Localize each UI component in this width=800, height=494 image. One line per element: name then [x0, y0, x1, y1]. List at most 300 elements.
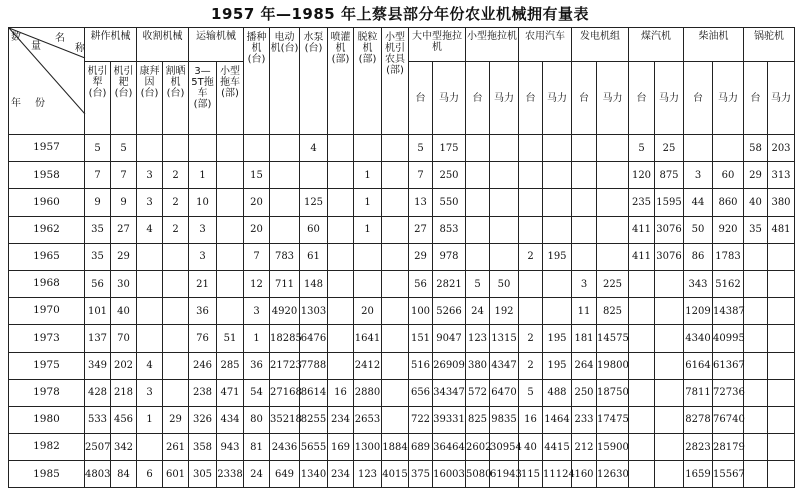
value-cell: 1659 — [684, 461, 713, 488]
value-cell: 9047 — [433, 325, 466, 352]
value-cell — [137, 270, 163, 297]
value-cell: 4 — [137, 216, 163, 243]
value-cell: 8614 — [300, 379, 328, 406]
table-row — [9, 325, 795, 352]
value-cell: 34347 — [433, 379, 466, 406]
value-cell — [597, 243, 629, 270]
table-row — [9, 298, 795, 325]
value-cell: 11 — [572, 298, 597, 325]
value-cell: 30954 — [490, 434, 519, 461]
year-cell: 1965 — [9, 243, 85, 270]
value-cell: 2 — [519, 243, 543, 270]
value-cell — [572, 135, 597, 162]
year-cell: 1957 — [9, 135, 85, 162]
table-row — [9, 243, 795, 270]
value-cell: 233 — [572, 406, 597, 433]
value-cell: 5162 — [713, 270, 744, 297]
table-row — [9, 406, 795, 433]
value-cell: 2 — [163, 216, 189, 243]
value-cell — [629, 270, 655, 297]
machinery-table — [8, 27, 795, 488]
table-row — [9, 434, 795, 461]
value-cell — [137, 243, 163, 270]
value-cell — [328, 270, 354, 297]
value-cell: 9 — [111, 189, 137, 216]
value-cell — [300, 162, 328, 189]
value-cell: 978 — [433, 243, 466, 270]
year-cell: 1985 — [9, 461, 85, 488]
value-cell: 358 — [189, 434, 217, 461]
year-cell: 1973 — [9, 325, 85, 352]
value-cell: 572 — [466, 379, 490, 406]
value-cell: 235 — [629, 189, 655, 216]
corner-label-fen: 份 — [35, 98, 45, 109]
value-cell: 481 — [768, 216, 795, 243]
value-cell — [543, 270, 572, 297]
value-cell — [572, 243, 597, 270]
value-cell: 6470 — [490, 379, 519, 406]
value-cell: 456 — [111, 406, 137, 433]
value-cell: 3 — [189, 243, 217, 270]
value-cell: 160 — [572, 461, 597, 488]
value-cell: 175 — [433, 135, 466, 162]
value-cell — [328, 216, 354, 243]
value-cell: 225 — [597, 270, 629, 297]
header-bozhong: 播种机(台) — [244, 28, 270, 135]
value-cell: 20 — [244, 189, 270, 216]
value-cell: 875 — [655, 162, 684, 189]
year-cell: 1968 — [9, 270, 85, 297]
unit-mali: 马力 — [655, 62, 684, 135]
value-cell: 61367 — [713, 352, 744, 379]
year-cell: 1978 — [9, 379, 85, 406]
value-cell — [519, 270, 543, 297]
value-cell: 137 — [85, 325, 111, 352]
value-cell — [137, 298, 163, 325]
value-cell: 203 — [768, 135, 795, 162]
value-cell — [163, 298, 189, 325]
value-cell — [744, 406, 768, 433]
value-cell: 40 — [519, 434, 543, 461]
value-cell: 7 — [244, 243, 270, 270]
value-cell: 343 — [684, 270, 713, 297]
value-cell: 601 — [163, 461, 189, 488]
value-cell — [744, 461, 768, 488]
value-cell: 1 — [354, 189, 382, 216]
value-cell: 411 — [629, 243, 655, 270]
unit-mali: 马力 — [713, 62, 744, 135]
value-cell — [270, 216, 300, 243]
table-row — [9, 189, 795, 216]
value-cell: 3 — [572, 270, 597, 297]
value-cell: 4415 — [543, 434, 572, 461]
value-cell — [629, 461, 655, 488]
value-cell: 2821 — [433, 270, 466, 297]
value-cell: 76 — [189, 325, 217, 352]
value-cell — [597, 162, 629, 189]
value-cell: 29 — [744, 162, 768, 189]
value-cell: 27 — [111, 216, 137, 243]
value-cell: 2412 — [354, 352, 382, 379]
group-header-yunshu: 运输机械 — [189, 28, 244, 62]
value-cell — [543, 216, 572, 243]
value-cell — [543, 298, 572, 325]
value-cell: 261 — [163, 434, 189, 461]
value-cell: 7788 — [300, 352, 328, 379]
value-cell: 14387 — [713, 298, 744, 325]
group-header-fadian: 发电机组 — [572, 28, 629, 62]
header-geshaiji: 割晒机(台) — [163, 62, 189, 135]
value-cell: 60 — [300, 216, 328, 243]
value-cell — [768, 461, 795, 488]
unit-tai: 台 — [572, 62, 597, 135]
value-cell: 17475 — [597, 406, 629, 433]
value-cell: 15 — [244, 162, 270, 189]
value-cell — [768, 325, 795, 352]
value-cell — [328, 162, 354, 189]
value-cell — [270, 189, 300, 216]
value-cell: 26909 — [433, 352, 466, 379]
value-cell: 61943 — [490, 461, 519, 488]
value-cell: 40995 — [713, 325, 744, 352]
value-cell: 16 — [328, 379, 354, 406]
value-cell: 4340 — [684, 325, 713, 352]
value-cell: 24 — [466, 298, 490, 325]
value-cell — [466, 135, 490, 162]
value-cell: 29 — [163, 406, 189, 433]
unit-tai: 台 — [519, 62, 543, 135]
value-cell — [466, 216, 490, 243]
value-cell: 533 — [85, 406, 111, 433]
corner-label-shu: 数 — [11, 32, 21, 43]
group-header-gengzuo: 耕作机械 — [85, 28, 137, 62]
value-cell — [768, 270, 795, 297]
value-cell: 72736 — [713, 379, 744, 406]
value-cell: 6164 — [684, 352, 713, 379]
value-cell: 84 — [111, 461, 137, 488]
group-header-qiche: 农用汽车 — [519, 28, 572, 62]
value-cell: 326 — [189, 406, 217, 433]
corner-label-nian: 年 — [11, 98, 21, 109]
unit-tai: 台 — [466, 62, 490, 135]
value-cell — [382, 162, 409, 189]
value-cell: 13 — [409, 189, 433, 216]
value-cell: 70 — [111, 325, 137, 352]
value-cell: 125 — [300, 189, 328, 216]
value-cell: 20 — [354, 298, 382, 325]
value-cell: 50 — [490, 270, 519, 297]
header-diandong: 电动机(台) — [270, 28, 300, 135]
value-cell: 2 — [519, 352, 543, 379]
value-cell: 7 — [85, 162, 111, 189]
value-cell: 8278 — [684, 406, 713, 433]
value-cell: 7 — [111, 162, 137, 189]
year-cell: 1975 — [9, 352, 85, 379]
corner-label-ming: 名 — [55, 33, 65, 44]
value-cell: 81 — [244, 434, 270, 461]
table-row — [9, 162, 795, 189]
value-cell: 195 — [543, 325, 572, 352]
value-cell: 3 — [137, 189, 163, 216]
value-cell: 12630 — [597, 461, 629, 488]
value-cell: 18750 — [597, 379, 629, 406]
value-cell — [163, 135, 189, 162]
value-cell — [217, 216, 244, 243]
value-cell: 10 — [189, 189, 217, 216]
value-cell — [572, 162, 597, 189]
corner-header — [9, 28, 85, 135]
value-cell: 825 — [597, 298, 629, 325]
value-cell: 35 — [85, 243, 111, 270]
value-cell: 169 — [328, 434, 354, 461]
value-cell: 434 — [217, 406, 244, 433]
header-jiyinli: 机引犁(台) — [85, 62, 111, 135]
value-cell: 1641 — [354, 325, 382, 352]
value-cell — [629, 352, 655, 379]
value-cell — [382, 243, 409, 270]
value-cell — [490, 243, 519, 270]
value-cell: 3 — [244, 298, 270, 325]
year-cell: 1960 — [9, 189, 85, 216]
value-cell — [217, 298, 244, 325]
value-cell — [572, 189, 597, 216]
value-cell — [597, 135, 629, 162]
value-cell — [629, 379, 655, 406]
value-cell: 2823 — [684, 434, 713, 461]
value-cell — [519, 189, 543, 216]
value-cell: 100 — [409, 298, 433, 325]
value-cell — [655, 298, 684, 325]
value-cell: 24 — [244, 461, 270, 488]
value-cell — [328, 352, 354, 379]
table-row — [9, 216, 795, 243]
value-cell — [744, 270, 768, 297]
value-cell — [382, 379, 409, 406]
value-cell: 5 — [409, 135, 433, 162]
value-cell: 234 — [328, 406, 354, 433]
value-cell: 1209 — [684, 298, 713, 325]
value-cell — [655, 325, 684, 352]
value-cell: 151 — [409, 325, 433, 352]
unit-mali: 马力 — [433, 62, 466, 135]
value-cell — [543, 162, 572, 189]
value-cell: 5 — [519, 379, 543, 406]
value-cell — [382, 135, 409, 162]
value-cell: 5266 — [433, 298, 466, 325]
group-header-guolu: 锅驼机 — [744, 28, 795, 62]
value-cell: 342 — [111, 434, 137, 461]
value-cell — [768, 298, 795, 325]
value-cell — [655, 379, 684, 406]
header-kangbaiyin: 康拜因(台) — [137, 62, 163, 135]
value-cell — [768, 379, 795, 406]
value-cell: 1315 — [490, 325, 519, 352]
value-cell: 192 — [490, 298, 519, 325]
value-cell: 6476 — [300, 325, 328, 352]
value-cell — [768, 352, 795, 379]
value-cell — [655, 461, 684, 488]
value-cell — [684, 135, 713, 162]
value-cell — [490, 135, 519, 162]
value-cell: 943 — [217, 434, 244, 461]
value-cell: 1340 — [300, 461, 328, 488]
value-cell: 722 — [409, 406, 433, 433]
value-cell — [163, 352, 189, 379]
value-cell: 36464 — [433, 434, 466, 461]
value-cell: 1 — [137, 406, 163, 433]
value-cell: 711 — [270, 270, 300, 297]
value-cell — [163, 325, 189, 352]
value-cell: 25 — [655, 135, 684, 162]
value-cell — [744, 325, 768, 352]
value-cell — [490, 216, 519, 243]
value-cell — [354, 270, 382, 297]
value-cell: 2 — [163, 162, 189, 189]
value-cell: 195 — [543, 352, 572, 379]
value-cell: 16003 — [433, 461, 466, 488]
value-cell: 264 — [572, 352, 597, 379]
corner-label-cheng: 称 — [75, 43, 85, 54]
value-cell — [655, 406, 684, 433]
value-cell: 36 — [244, 352, 270, 379]
value-cell: 54 — [244, 379, 270, 406]
value-cell — [655, 270, 684, 297]
value-cell — [382, 325, 409, 352]
value-cell: 349 — [85, 352, 111, 379]
value-cell: 148 — [300, 270, 328, 297]
value-cell: 1303 — [300, 298, 328, 325]
value-cell — [490, 189, 519, 216]
value-cell: 123 — [354, 461, 382, 488]
value-cell — [744, 379, 768, 406]
value-cell — [768, 434, 795, 461]
value-cell: 4347 — [490, 352, 519, 379]
year-cell: 1982 — [9, 434, 85, 461]
value-cell: 1783 — [713, 243, 744, 270]
value-cell: 5655 — [300, 434, 328, 461]
value-cell: 14575 — [597, 325, 629, 352]
value-cell: 7811 — [684, 379, 713, 406]
value-cell — [629, 325, 655, 352]
value-cell: 250 — [572, 379, 597, 406]
value-cell — [744, 298, 768, 325]
unit-tai: 台 — [629, 62, 655, 135]
value-cell — [382, 406, 409, 433]
value-cell — [490, 162, 519, 189]
value-cell — [328, 135, 354, 162]
year-cell: 1958 — [9, 162, 85, 189]
value-cell — [217, 162, 244, 189]
value-cell: 195 — [543, 243, 572, 270]
value-cell — [768, 243, 795, 270]
value-cell: 3 — [137, 379, 163, 406]
value-cell — [270, 135, 300, 162]
value-cell — [629, 406, 655, 433]
value-cell — [137, 135, 163, 162]
value-cell: 238 — [189, 379, 217, 406]
unit-mali: 马力 — [597, 62, 629, 135]
value-cell — [217, 135, 244, 162]
unit-tai: 台 — [684, 62, 713, 135]
value-cell: 2653 — [354, 406, 382, 433]
value-cell — [655, 352, 684, 379]
corner-label-liang: 量 — [31, 41, 41, 52]
value-cell: 11124 — [543, 461, 572, 488]
value-cell: 5 — [466, 270, 490, 297]
value-cell: 58 — [744, 135, 768, 162]
value-cell — [744, 434, 768, 461]
value-cell: 60 — [713, 162, 744, 189]
value-cell: 35218 — [270, 406, 300, 433]
value-cell: 212 — [572, 434, 597, 461]
value-cell: 1 — [189, 162, 217, 189]
value-cell: 1595 — [655, 189, 684, 216]
value-cell — [466, 243, 490, 270]
value-cell: 2338 — [217, 461, 244, 488]
value-cell: 18285 — [270, 325, 300, 352]
value-cell: 1 — [354, 162, 382, 189]
value-cell: 2436 — [270, 434, 300, 461]
value-cell: 920 — [713, 216, 744, 243]
value-cell: 21 — [189, 270, 217, 297]
value-cell: 5 — [85, 135, 111, 162]
value-cell — [163, 270, 189, 297]
value-cell: 27 — [409, 216, 433, 243]
unit-mali: 马力 — [490, 62, 519, 135]
value-cell — [189, 135, 217, 162]
value-cell: 5080 — [466, 461, 490, 488]
value-cell: 8255 — [300, 406, 328, 433]
unit-mali: 马力 — [543, 62, 572, 135]
value-cell: 2 — [519, 325, 543, 352]
value-cell: 285 — [217, 352, 244, 379]
value-cell — [382, 270, 409, 297]
value-cell — [217, 243, 244, 270]
value-cell: 3 — [189, 216, 217, 243]
year-cell: 1980 — [9, 406, 85, 433]
value-cell: 39331 — [433, 406, 466, 433]
value-cell — [328, 189, 354, 216]
value-cell: 3076 — [655, 216, 684, 243]
group-header-xiaotuo: 小型拖拉机 — [466, 28, 519, 62]
value-cell: 250 — [433, 162, 466, 189]
value-cell: 7 — [409, 162, 433, 189]
value-cell: 50 — [684, 216, 713, 243]
value-cell — [713, 135, 744, 162]
value-cell: 428 — [85, 379, 111, 406]
value-cell — [382, 352, 409, 379]
value-cell: 115 — [519, 461, 543, 488]
value-cell: 5 — [111, 135, 137, 162]
value-cell — [543, 135, 572, 162]
header-tuoli: 脱粒机(部) — [354, 28, 382, 135]
value-cell: 860 — [713, 189, 744, 216]
value-cell: 29 — [111, 243, 137, 270]
value-cell: 21723 — [270, 352, 300, 379]
value-cell — [466, 189, 490, 216]
value-cell — [163, 379, 189, 406]
value-cell — [328, 243, 354, 270]
value-cell: 120 — [629, 162, 655, 189]
group-header-dazhong: 大中型拖拉机 — [409, 28, 466, 62]
value-cell: 56 — [85, 270, 111, 297]
value-cell: 36 — [189, 298, 217, 325]
value-cell: 181 — [572, 325, 597, 352]
value-cell — [137, 325, 163, 352]
value-cell: 2 — [163, 189, 189, 216]
unit-tai: 台 — [744, 62, 768, 135]
value-cell: 1 — [354, 216, 382, 243]
